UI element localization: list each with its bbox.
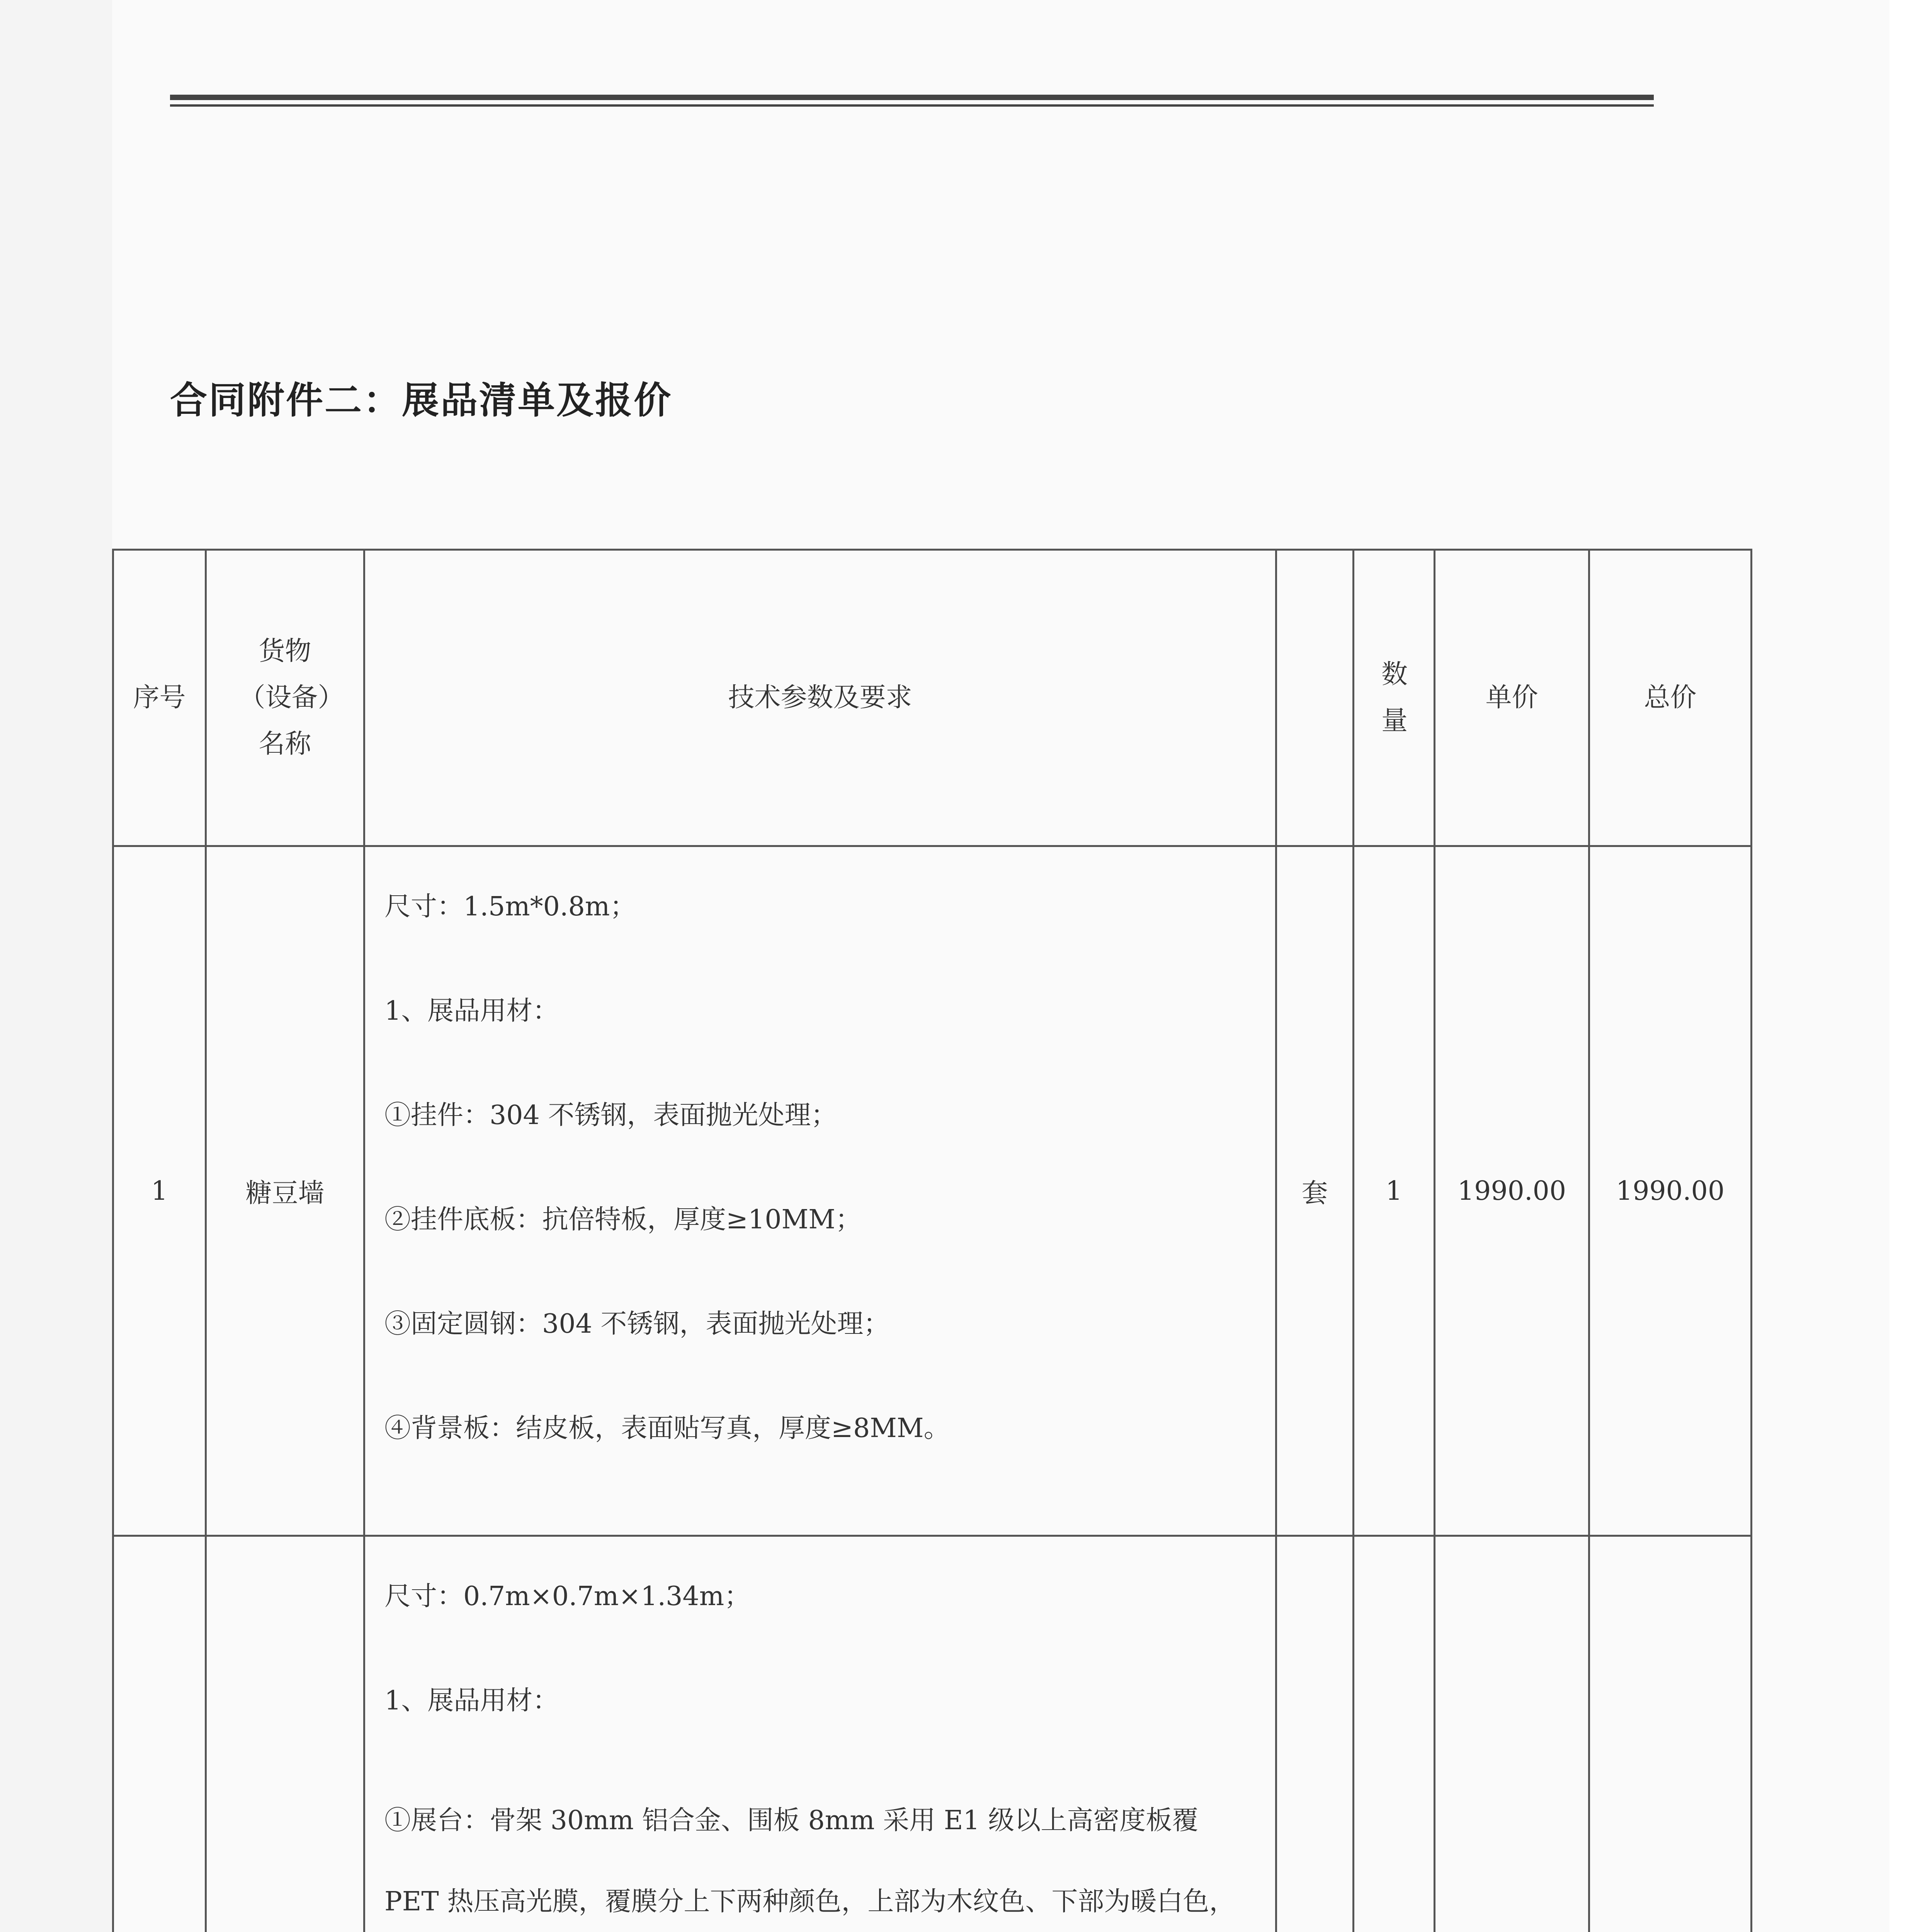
row-index	[113, 1536, 206, 1932]
table-header-row	[113, 550, 1752, 846]
spec-line: ①挂件：304 不锈钢，表面抛光处理；	[384, 1100, 837, 1131]
row-qty	[1354, 1536, 1435, 1932]
spec-line: 尺寸：0.7m×0.7m×1.34m；	[384, 1581, 751, 1612]
spec-line: ④背景板：结皮板，表面贴写真，厚度≥8MM。	[384, 1413, 950, 1444]
spec-line: ①展台：骨架 30mm 铝合金、围板 8mm 采用 E1 级以上高密度板覆 PET 热压高光膜，覆膜分上下两种颜色，上部为木纹色、下部为暖白色，	[384, 1805, 1236, 1917]
document-title: 合同附件二：展品清单及报价	[170, 379, 672, 422]
table-row	[113, 846, 1752, 1536]
row-unit: 套	[1276, 846, 1354, 1536]
page-left-shadow	[0, 0, 112, 1932]
header-total-price: 总价	[1589, 550, 1752, 846]
spec-line: 1、展品用材：	[384, 1685, 559, 1716]
row-name: 糖豆墙	[206, 846, 364, 1536]
row-spec	[364, 1536, 1276, 1932]
header-spec: 技术参数及要求	[364, 550, 1276, 846]
spec-line: 1、展品用材：	[384, 996, 559, 1026]
row-total-price	[1589, 1536, 1752, 1932]
row-name	[206, 1536, 364, 1932]
exhibit-price-table	[112, 549, 1752, 1932]
row-unit-price	[1435, 1536, 1589, 1932]
row-unit	[1276, 1536, 1354, 1932]
header-rule	[170, 95, 1654, 100]
header-unit-price: 单价	[1435, 550, 1589, 846]
spec-line: ③固定圆钢：304 不锈钢，表面抛光处理；	[384, 1309, 890, 1339]
header-rule-thin	[170, 104, 1654, 107]
header-unit	[1276, 550, 1354, 846]
row-qty: 1	[1354, 846, 1435, 1536]
row-index: 1	[113, 846, 206, 1536]
header-qty: 数量	[1354, 550, 1435, 846]
row-total-price: 1990.00	[1589, 846, 1752, 1536]
header-index: 序号	[113, 550, 206, 846]
table-row	[113, 1536, 1752, 1932]
spec-line: 尺寸：1.5m*0.8m；	[384, 891, 636, 922]
header-name: 货物（设备）名称	[206, 550, 364, 846]
row-unit-price: 1990.00	[1435, 846, 1589, 1536]
row-spec	[364, 846, 1276, 1536]
spec-line: ②挂件底板：抗倍特板，厚度≥10MM；	[384, 1204, 862, 1235]
